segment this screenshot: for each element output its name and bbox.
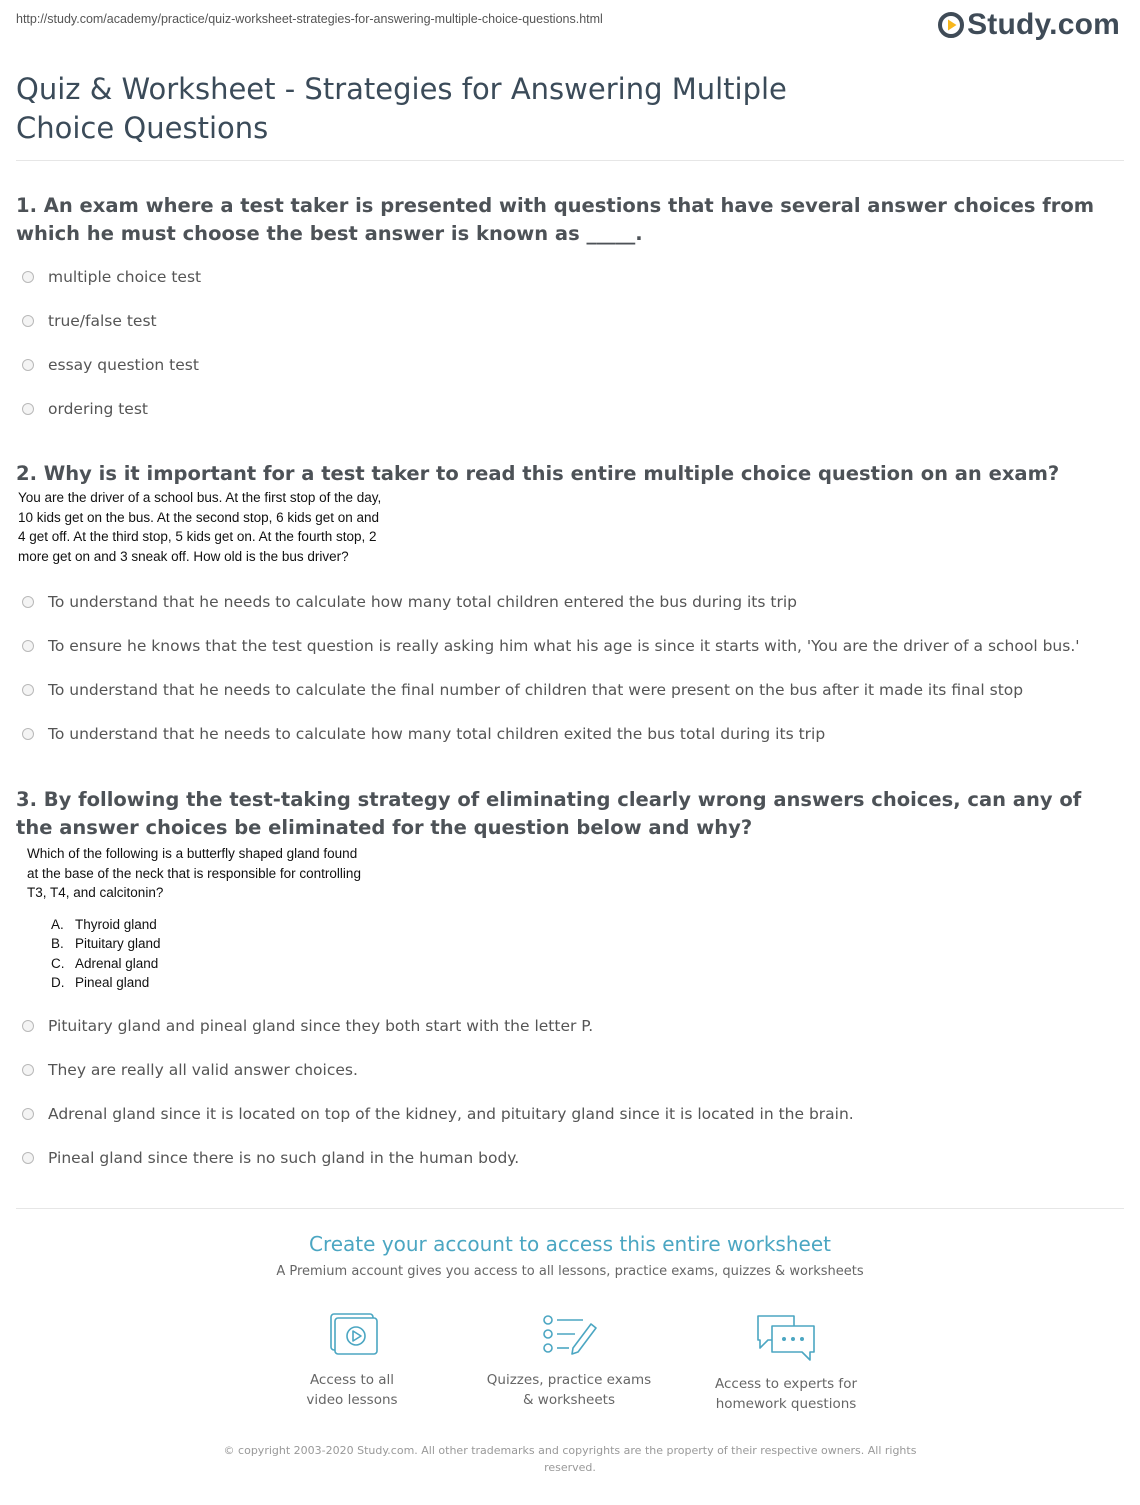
option-label: true/false test [48, 312, 157, 330]
question-3-image-choices [51, 915, 361, 993]
option-label: Pineal gland since there is no such gland in the human body. [48, 1149, 520, 1167]
question-2-option[interactable] [22, 712, 1122, 756]
feature-quizzes [469, 1312, 669, 1410]
radio-button[interactable] [22, 684, 34, 696]
title-divider [16, 160, 1124, 161]
option-label: To ensure he knows that the test question is really asking him what his age is since it starts with, 'You are the driver of a school bus.' [48, 637, 1080, 655]
image-choice: C. Adrenal gland [51, 955, 159, 971]
question-2-heading: 2. Why is it important for a test taker to read this entire multiple choice question on an exam? [16, 462, 1060, 485]
option-label: To understand that he needs to calculate the final number of children that were present on the bus after it made its final stop [48, 681, 1024, 699]
question-3-image [27, 844, 361, 993]
option-label: Pituitary gland and pineal gland since they both start with the letter P. [48, 1017, 594, 1035]
play-logo-icon [938, 12, 964, 38]
radio-button[interactable] [22, 1108, 34, 1120]
question-3-option[interactable] [22, 1092, 1122, 1136]
option-label: To understand that he needs to calculate how many total children exited the bus total during its trip [48, 725, 826, 743]
video-lesson-icon [326, 1312, 378, 1360]
image-choice: A. Thyroid gland [51, 916, 157, 932]
question-2-image [18, 488, 381, 566]
radio-button[interactable] [22, 359, 34, 371]
option-label: Adrenal gland since it is located on top of the kidney, and pituitary gland since it is located in the brain. [48, 1105, 854, 1123]
top-bar [16, 8, 1120, 42]
chat-bubbles-icon [754, 1312, 818, 1364]
question-3-image-line: at the base of the neck that is responsible for controlling [27, 865, 361, 881]
feature-line: homework questions [715, 1396, 857, 1412]
question-1-option[interactable] [22, 343, 1122, 387]
logo-text: Study.com [967, 8, 1120, 41]
feature-experts [686, 1312, 886, 1414]
cta-title[interactable]: Create your account to access this entire worksheet [309, 1232, 831, 1256]
radio-button[interactable] [22, 1020, 34, 1032]
feature-line: & worksheets [522, 1392, 615, 1408]
feature-line: video lessons [306, 1392, 398, 1408]
radio-button[interactable] [22, 271, 34, 283]
cta-divider [16, 1208, 1124, 1209]
question-1-option[interactable] [22, 299, 1122, 343]
question-2-image-line: You are the driver of a school bus. At the first stop of the day, [18, 490, 382, 505]
question-1-option[interactable] [22, 387, 1122, 431]
question-1-option[interactable] [22, 255, 1122, 299]
footer [0, 1442, 1140, 1476]
radio-button[interactable] [22, 403, 34, 415]
question-3-image-line: T3, T4, and calcitonin? [27, 885, 164, 900]
radio-button[interactable] [22, 1152, 34, 1164]
image-choice: D. Pineal gland [51, 975, 150, 990]
feature-line: Quizzes, practice exams [486, 1372, 652, 1388]
quiz-checklist-icon [539, 1312, 599, 1360]
feature-line: Access to experts for [714, 1376, 857, 1392]
question-1-options [22, 255, 1122, 431]
feature-line: Access to all [309, 1372, 395, 1388]
question-2-image-line: more get on and 3 sneak off. How old is the bus driver? [18, 548, 349, 564]
option-label: They are really all valid answer choices. [48, 1061, 358, 1079]
cta-section [0, 1232, 1140, 1279]
question-2-image-line: 4 get off. At the third stop, 5 kids get on. At the fourth stop, 2 [18, 529, 377, 544]
question-2-option[interactable] [22, 624, 1122, 668]
option-label: To understand that he needs to calculate how many total children entered the bus during its trip [48, 593, 797, 611]
radio-button[interactable] [22, 728, 34, 740]
question-3-option[interactable] [22, 1004, 1122, 1048]
page-url: http://study.com/academy/practice/quiz-worksheet-strategies-for-answering-multiple-choice-questions.html [16, 12, 603, 26]
cta-subtitle: A Premium account gives you access to all lessons, practice exams, quizzes & worksheets [276, 1264, 864, 1279]
question-2-option[interactable] [22, 668, 1122, 712]
radio-button[interactable] [22, 315, 34, 327]
question-2-option[interactable] [22, 580, 1122, 624]
feature-video-lessons [252, 1312, 452, 1410]
question-3-option[interactable] [22, 1136, 1122, 1180]
option-label: multiple choice test [48, 268, 202, 286]
question-3-heading: 3. By following the test-taking strategy of eliminating clearly wrong answers choices, can any of the answer choices be eliminated for the question below and why? [16, 788, 1082, 839]
question-3-image-line: Which of the following is a butterfly shaped gland found [27, 846, 358, 861]
option-label: essay question test [48, 356, 199, 374]
question-2-image-line: 10 kids get on the bus. At the second stop, 6 kids get on and [18, 509, 379, 525]
image-choice: B. Pituitary gland [51, 936, 161, 951]
question-2-options [22, 580, 1122, 756]
radio-button[interactable] [22, 596, 34, 608]
page-title: Quiz & Worksheet - Strategies for Answering Multiple Choice Questions [16, 72, 787, 145]
question-3-options [22, 1004, 1122, 1180]
radio-button[interactable] [22, 640, 34, 652]
option-label: ordering test [48, 400, 148, 418]
copyright-text: © copyright 2003-2020 Study.com. All other trademarks and copyrights are the property of their respective owners. All rights reserved. [223, 1444, 917, 1474]
question-1-heading: 1. An exam where a test taker is presented with questions that have several answer choices from which he must choose the best answer is known as _____. [16, 194, 1095, 245]
study-logo[interactable] [938, 8, 1120, 42]
radio-button[interactable] [22, 1064, 34, 1076]
question-3-option[interactable] [22, 1048, 1122, 1092]
